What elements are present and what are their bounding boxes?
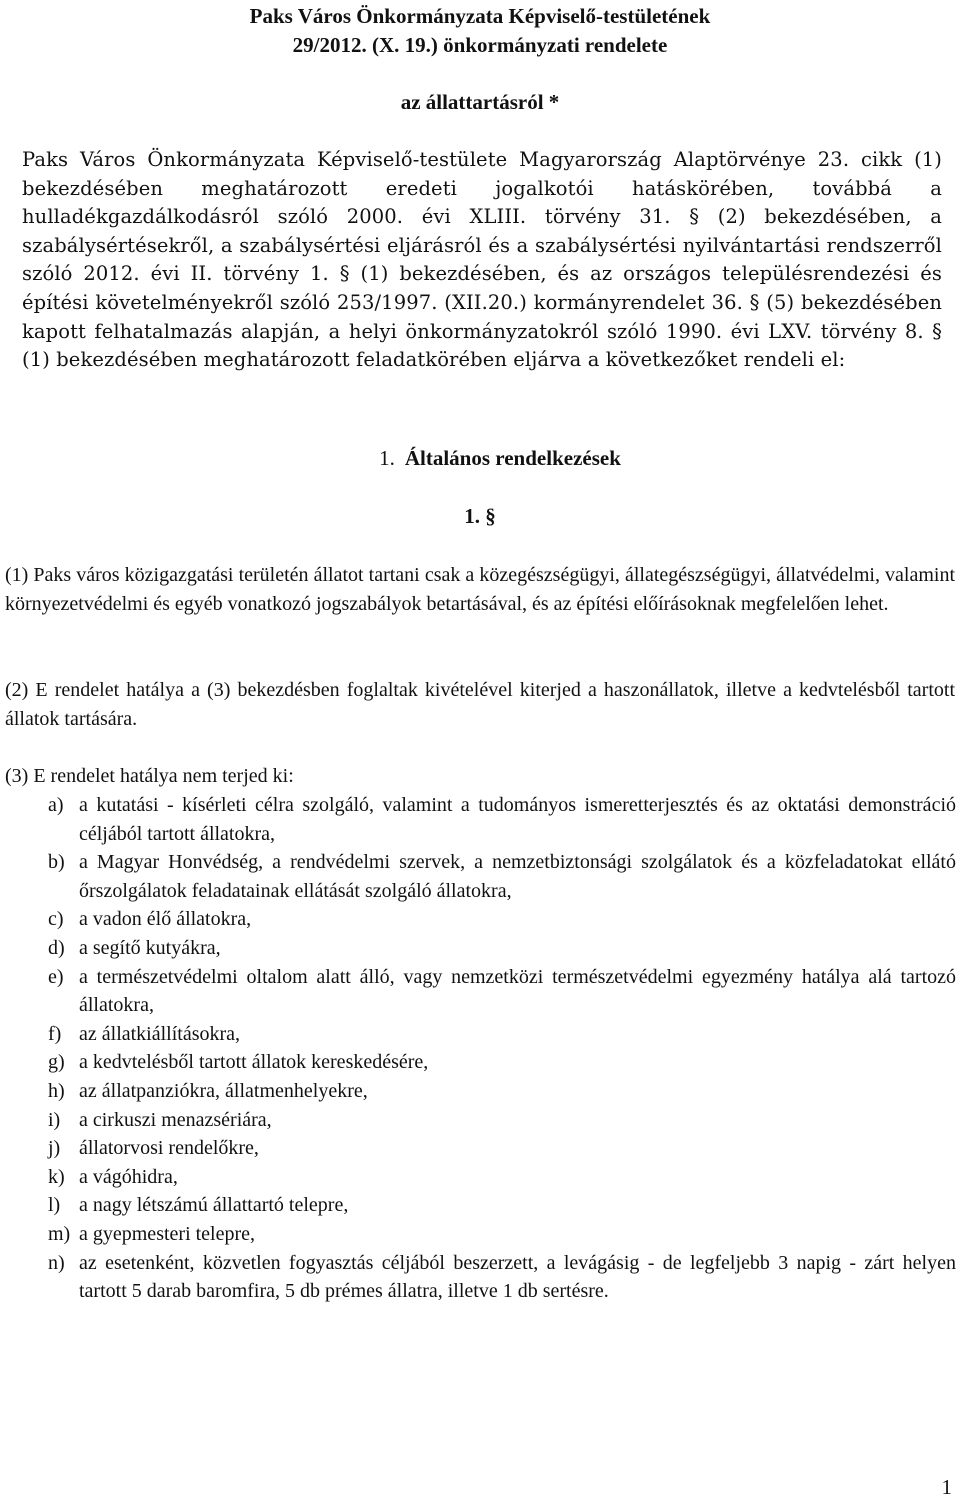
list-item-marker: e) [48,965,64,988]
list-item-marker: n) [48,1251,65,1274]
list-item-marker: c) [48,908,64,931]
list-item-marker: h) [48,1079,65,1102]
exemption-list [48,791,956,1306]
list-item-marker: d) [48,936,65,959]
list-item-marker: g) [48,1051,65,1074]
list-item-c [48,905,956,934]
list-item-text: állatorvosi rendelőkre, [79,1137,259,1160]
list-item-h [48,1077,956,1106]
list-item-marker: k) [48,1165,65,1188]
list-item-marker: i) [48,1108,61,1131]
list-item-text: a nagy létszámú állattartó telepre, [79,1194,349,1217]
list-item-text: az állatkiállításokra, [79,1022,241,1045]
chapter-number: 1. [379,446,395,470]
preamble-paragraph: Paks Város Önkormányzata Képviselő-testülete Magyarország Alaptörvénye 23. cikk (1) bekezdésében meghatározott eredeti jogalkotói hatáskörében, továbbá a hulladékgazdálkodásról szóló 2000. évi XLIII. törvény 31. § (2) bekezdésében, a szabálysértésekről, a szabálysértési eljárásról és a szabálysértési nyilvántartási rendszerről szóló 2012. évi II. törvény 1. § (1) bekezdésében, és az országos településrendezési és építési követelményekről szóló 253/1997. (XII.20.) kormányrendelet 36. § (5) bekezdésében kapott felhatalmazás alapján, a helyi önkormányzatokról szóló 1990. évi LXV. törvény 8. § (1) bekezdésében meghatározott feladatkörében eljárva a következőket rendeli el: [22,148,942,372]
document-title-line-1: Paks Város Önkormányzata Képviselő-testületének [249,4,711,28]
list-item-marker: a) [48,794,64,816]
list-item-g [48,1048,956,1077]
paragraph-2: (2) E rendelet hatálya a (3) bekezdésben foglaltak kivételével kiterjed a haszonállatok, illetve a kedvtelésből tartott állatok tartására. [5,679,955,730]
list-item-text: a vadon élő állatokra, [79,908,252,931]
list-item-marker: f) [48,1022,62,1045]
list-item-marker: b) [48,851,65,874]
list-item-m [48,1220,956,1249]
page-number: 1 [941,1475,952,1499]
list-item-text: a cirkuszi menazsériára, [79,1108,272,1131]
list-item-text: a segítő kutyákra, [79,936,221,959]
list-item-text: az esetenként, közvetlen fogyasztás céljából beszerzett, a levágásig - de legfeljebb 3 napig - zárt helyen tartott 5 darab baromfira, 5 db prémes állatra, illetve 1 db sertésre. [79,1251,956,1303]
list-item-d [48,934,956,963]
paragraph-1: (1) Paks város közigazgatási területén állatot tartani csak a közegészségügyi, állategészségügyi, állatvédelmi, valamint környezetvédelmi és egyéb vonatkozó jogszabályok betartásával, és az építési előírásoknak megfelelően lehet. [5,564,955,615]
list-item-marker: m) [48,1222,71,1245]
list-item-marker: j) [48,1137,61,1160]
document-title-line-2: 29/2012. (X. 19.) önkormányzati rendelete [292,33,668,57]
list-item-n [48,1249,956,1306]
chapter-title: Általános rendelkezések [404,446,621,470]
list-item-text: a Magyar Honvédség, a rendvédelmi szervek, a nemzetbiztonsági szolgálatok és a közfeladatokat ellátó őrszolgálatok feladatainak ellátását szolgáló állatokra, [79,851,956,902]
list-item-f [48,1020,956,1049]
list-item-a [48,791,956,848]
list-item-text: a gyepmesteri telepre, [79,1222,256,1245]
list-item-e [48,963,956,1020]
list-item-l [48,1191,956,1220]
list-item-text: a kutatási - kísérleti célra szolgáló, valamint a tudományos ismeretterjesztés és az oktatási demonstráció céljából tartott állatokra, [79,794,956,845]
list-item-text: a természetvédelmi oltalom alatt álló, vagy nemzetközi természetvédelmi egyezmény hatálya alá tartozó állatokra, [79,965,956,1017]
section-heading: 1. § [464,504,496,528]
list-item-text: az állatpanziókra, állatmenhelyekre, [79,1079,368,1102]
list-item-text: a kedvtelésből tartott állatok kereskedésére, [79,1051,429,1074]
document-subject: az állattartásról * [400,90,560,114]
list-item-i [48,1106,956,1135]
list-item-text: a vágóhidra, [79,1165,178,1188]
list-item-j [48,1134,956,1163]
list-item-b [48,848,956,905]
list-item-marker: l) [48,1194,61,1217]
list-item-k [48,1163,956,1192]
chapter-heading [0,443,960,473]
paragraph-3: (3) E rendelet hatálya nem terjed ki: [5,765,294,787]
